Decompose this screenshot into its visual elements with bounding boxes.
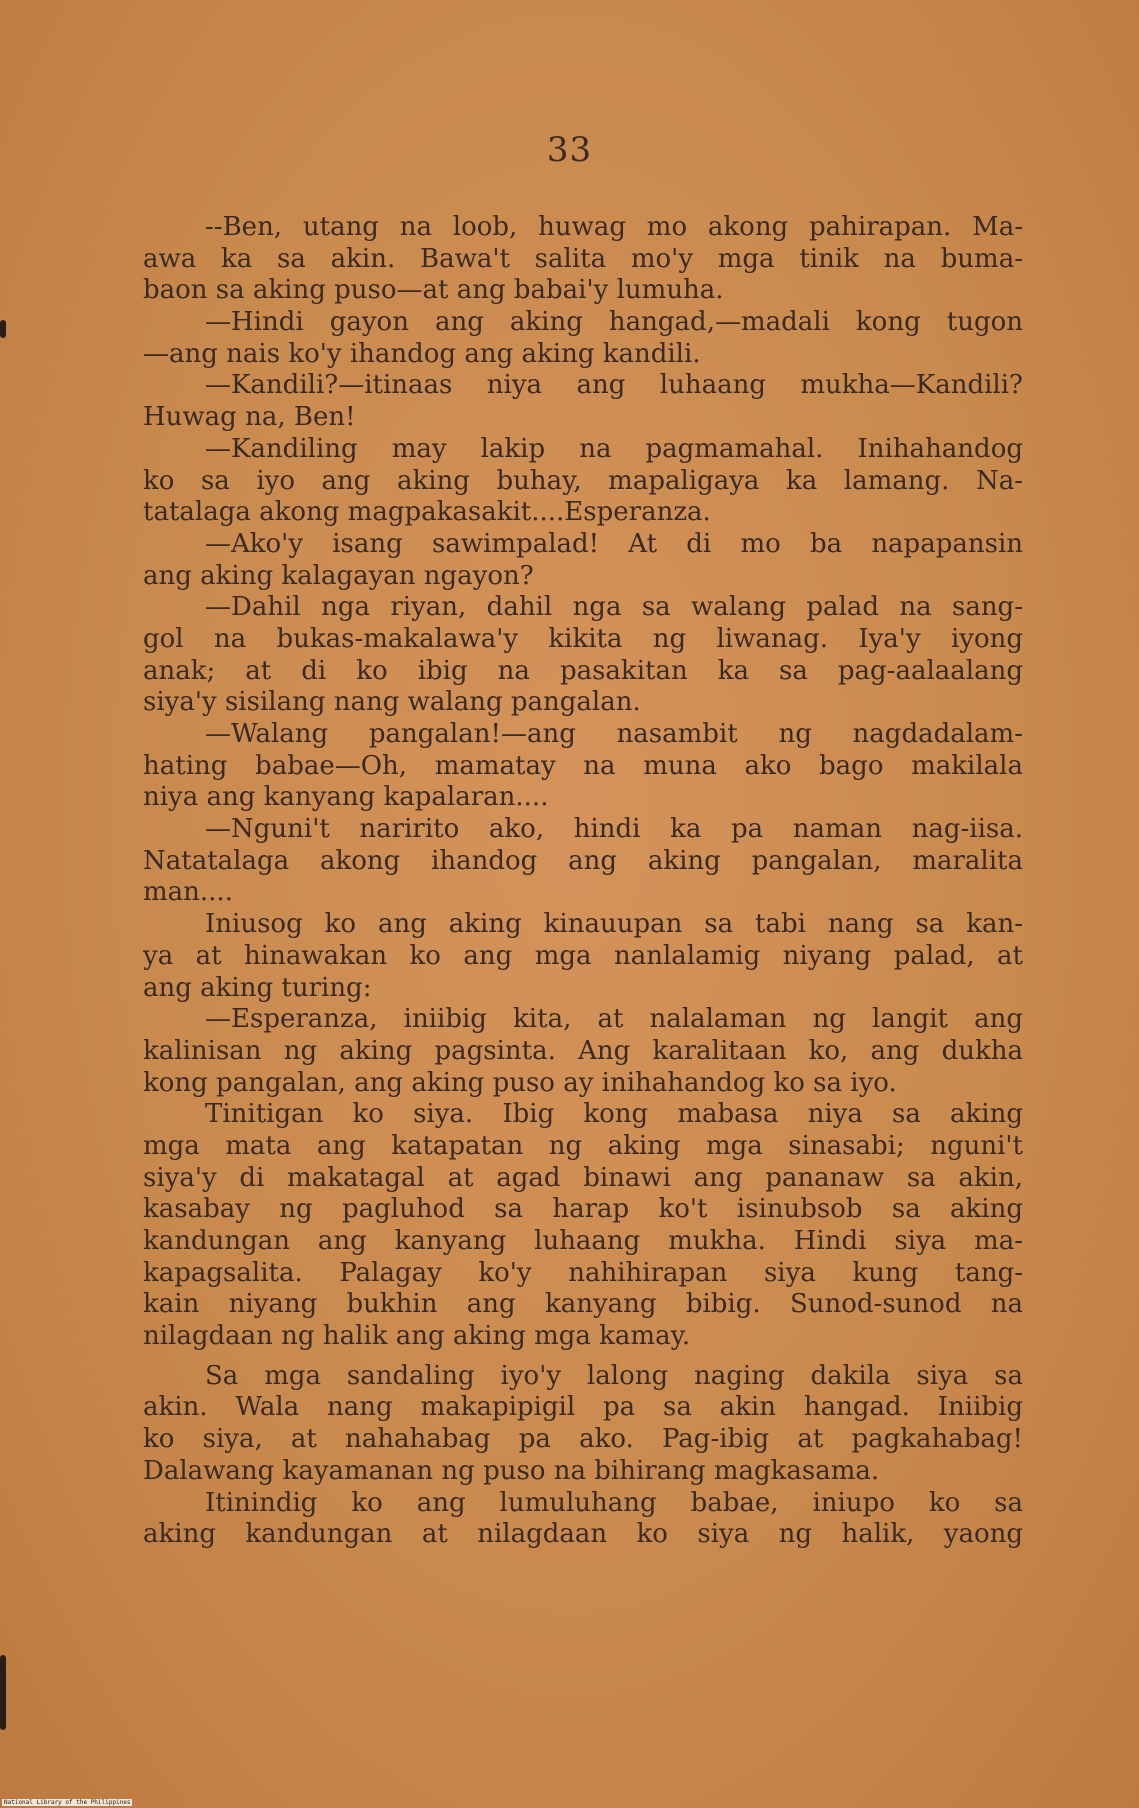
text-line: ko sa iyo ang aking buhay, mapaligaya ka lamang. Na- — [143, 465, 1023, 496]
text-line: anak; at di ko ibig na pasakitan ka sa pag-aalaalang — [143, 655, 1023, 686]
text-line: kasabay ng pagluhod sa harap ko't isinubsob sa aking — [143, 1194, 1023, 1225]
text-line: kapagsalita. Palagay ko'y nahihirapan siya kung tang- — [143, 1257, 1023, 1288]
text-line: —Kandili?—itinaas niya ang luhaang mukha—Kandili? — [205, 370, 1023, 401]
text-line: niya ang kanyang kapalaran.... — [143, 782, 549, 813]
text-line: kalinisan ng aking pagsinta. Ang karalitaan ko, ang dukha — [143, 1035, 1023, 1066]
text-line: nilagdaan ng halik ang aking mga kamay. — [143, 1321, 691, 1352]
text-line: --Ben, utang na loob, huwag mo akong pahirapan. Ma- — [205, 212, 1023, 242]
text-line: gol na bukas-makalawa'y kikita ng liwanag. Iya'y iyong — [143, 623, 1023, 654]
text-line: —ang nais ko'y ihandog ang aking kandili. — [143, 338, 701, 369]
text-line: —Esperanza, iniibig kita, at nalalaman ng langit ang — [205, 1004, 1023, 1035]
text-line: —Ako'y isang sawimpalad! At di mo ba napapansin — [205, 528, 1023, 559]
text-line: siya'y di makatagal at agad binawi ang pananaw sa akin, — [143, 1162, 1023, 1193]
library-credit: National Library of the Philippines — [4, 1799, 131, 1806]
text-line: hating babae—Oh, mamatay na muna ako bago makilala — [143, 750, 1023, 781]
text-line: —Hindi gayon ang aking hangad,—madali kong tugon — [205, 307, 1023, 338]
text-line: ko siya, at nahahabag pa ako. Pag-ibig at pagkahabag! — [143, 1424, 1023, 1455]
text-line: —Kandiling may lakip na pagmamahal. Inihahandog — [205, 433, 1023, 464]
text-line: ang aking kalagayan ngayon? — [143, 560, 534, 591]
text-line: siya'y sisilang nang walang pangalan. — [143, 687, 641, 718]
text-line: Natatalaga akong ihandog ang aking pangalan, maralita — [143, 845, 1023, 876]
page-number: 33 — [546, 130, 593, 170]
text-line: —Dahil nga riyan, dahil nga sa walang palad na sang- — [205, 592, 1023, 623]
text-line: —Walang pangalan!—ang nasambit ng nagdadalam- — [205, 719, 1023, 749]
text-line: Iniusog ko ang aking kinauupan sa tabi nang sa kan- — [205, 909, 1023, 940]
text-line: Sa mga sandaling iyo'y lalong naging dakila siya sa — [205, 1360, 1023, 1391]
text-line: man.... — [143, 877, 233, 908]
text-line: awa ka sa akin. Bawa't salita mo'y mga tinik na buma- — [143, 243, 1023, 274]
text-line: ya at hinawakan ko ang mga nanlalamig niyang palad, at — [143, 940, 1023, 971]
text-line: kong pangalan, ang aking puso ay inihahandog ko sa iyo. — [143, 1067, 897, 1098]
body-text — [143, 212, 1023, 1551]
text-line: baon sa aking puso—at ang babai'y lumuha. — [143, 275, 724, 306]
text-line: mga mata ang katapatan ng aking mga sinasabi; nguni't — [143, 1130, 1023, 1161]
text-line: Dalawang kayamanan ng puso na bihirang magkasama. — [143, 1455, 880, 1486]
text-line: akin. Wala nang makapipigil pa sa akin hangad. Iniibig — [143, 1392, 1023, 1423]
text-line: aking kandungan at nilagdaan ko siya ng halik, yaong — [143, 1519, 1023, 1550]
scan-edge-mark — [0, 1655, 6, 1730]
text-line: Itinindig ko ang lumuluhang babae, iniupo ko sa — [205, 1487, 1023, 1518]
text-line: kain niyang bukhin ang kanyang bibig. Sunod-sunod na — [143, 1289, 1023, 1320]
text-line: Huwag na, Ben! — [143, 402, 356, 433]
scan-edge-mark — [0, 320, 6, 338]
text-line: —Nguni't naririto ako, hindi ka pa naman nag-iisa. — [205, 814, 1023, 845]
text-line: kandungan ang kanyang luhaang mukha. Hindi siya ma- — [143, 1226, 1023, 1256]
text-line: tatalaga akong magpakasakit....Esperanza. — [143, 497, 711, 528]
text-line: ang aking turing: — [143, 972, 372, 1003]
text-line: Tinitigan ko siya. Ibig kong mabasa niya sa aking — [205, 1099, 1023, 1130]
